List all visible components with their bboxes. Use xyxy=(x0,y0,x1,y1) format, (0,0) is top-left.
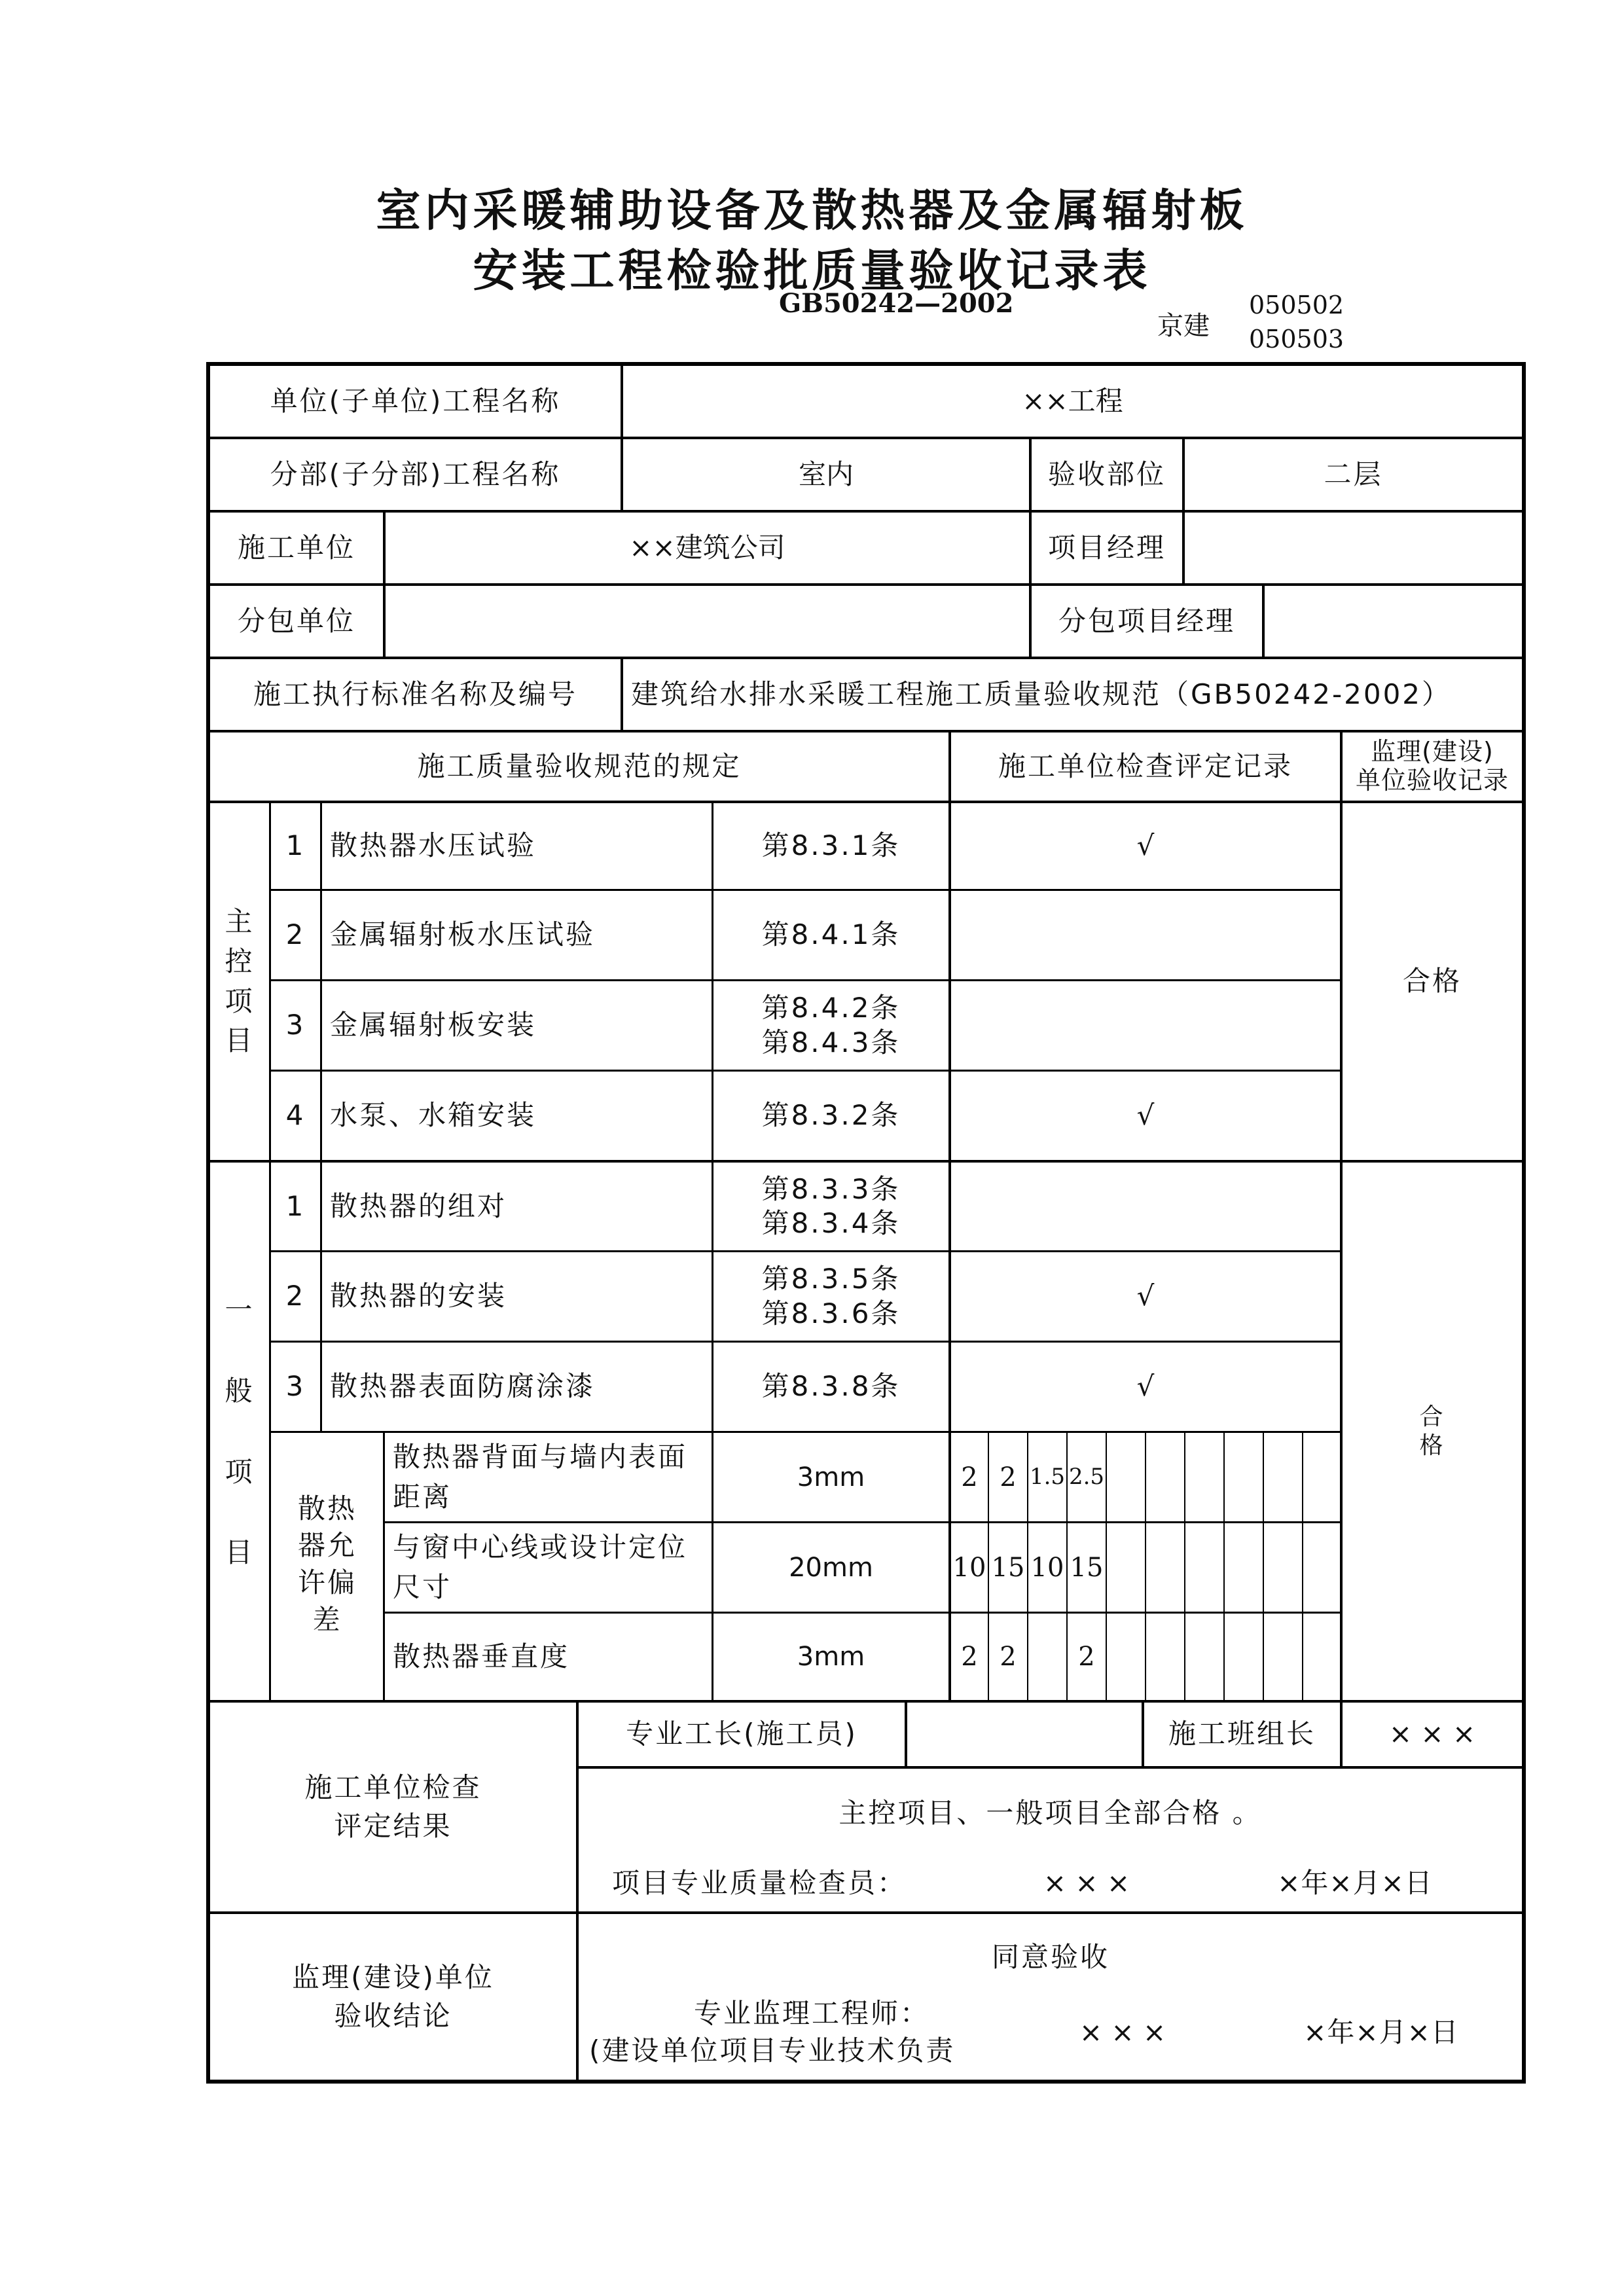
exec-standard-value: 建筑给水排水采暖工程施工质量验收规范（GB50242-2002） xyxy=(631,678,1452,710)
general-char: 项 xyxy=(225,1455,255,1488)
general-char: 般 xyxy=(225,1374,255,1407)
supervisor-header-line2: 单位验收记录 xyxy=(1355,766,1509,795)
deviation-value xyxy=(1146,1523,1184,1612)
item-number: 2 xyxy=(285,918,306,951)
general-char: 目 xyxy=(225,1536,255,1569)
main-control-char: 控 xyxy=(225,945,255,977)
deviation-name: 与窗中心线或设计定位尺寸 xyxy=(393,1530,688,1603)
constructor-check-label xyxy=(210,1703,576,1911)
project-manager-label: 项目经理 xyxy=(1047,531,1166,564)
supervisor-engineer-label xyxy=(589,1990,1034,2075)
deviation-value xyxy=(1264,1614,1302,1700)
deviation-value xyxy=(1303,1523,1340,1612)
deviation-value xyxy=(1303,1614,1340,1700)
deviation-limit: 3mm xyxy=(797,1642,865,1672)
item-number: 1 xyxy=(285,829,306,862)
deviation-value xyxy=(1225,1523,1263,1612)
general-result-line2: 格 xyxy=(1419,1432,1445,1459)
supervisor-date: ×年×月×日 xyxy=(1303,2015,1459,2048)
item-record: √ xyxy=(1136,1370,1155,1403)
supervisor-conclusion: 同意验收 xyxy=(991,1940,1110,1973)
item-number: 2 xyxy=(285,1280,306,1312)
spec-column-header: 施工质量验收规范的规定 xyxy=(417,750,742,782)
deviation-value xyxy=(1146,1433,1184,1521)
deviation-value: 10 xyxy=(952,1552,986,1583)
supervisor-engineer-value: × × × xyxy=(1079,2015,1166,2048)
sub-project-value: 室内 xyxy=(798,458,854,490)
deviation-value xyxy=(1185,1614,1223,1700)
supervisor-column-header xyxy=(1343,732,1522,801)
row-divider xyxy=(576,1766,1526,1769)
clause-line: 第8.3.3条 xyxy=(761,1172,901,1205)
clause-line: 第8.3.8条 xyxy=(761,1370,901,1403)
deviation-value xyxy=(1028,1614,1066,1700)
form-code-2: 050503 xyxy=(1249,325,1344,353)
clause-line: 第8.4.1条 xyxy=(761,918,901,951)
record-column-header: 施工单位检查评定记录 xyxy=(998,750,1293,782)
main-control-char: 目 xyxy=(225,1024,255,1057)
foreman-value xyxy=(907,1703,1142,1766)
supervisor-check-label xyxy=(210,1914,576,2080)
deviation-value xyxy=(1185,1433,1223,1521)
exec-standard-label: 施工执行标准名称及编号 xyxy=(253,678,577,710)
deviation-value: 10 xyxy=(1030,1552,1064,1583)
accept-part-value: 二层 xyxy=(1324,458,1383,490)
sub-pm-value xyxy=(1265,586,1522,657)
subcontractor-label: 分包单位 xyxy=(237,604,355,637)
accept-part-label: 验收部位 xyxy=(1047,458,1166,490)
project-manager-value xyxy=(1185,513,1522,583)
item-clause xyxy=(713,1163,948,1250)
deviation-value: 2 xyxy=(1000,1462,1017,1492)
deviation-limit: 3mm xyxy=(797,1462,865,1492)
item-name: 散热器水压试验 xyxy=(330,829,537,862)
sub-project-label: 分部(子分部)工程名称 xyxy=(270,458,561,490)
form-code-1: 050502 xyxy=(1249,291,1344,319)
item-record: √ xyxy=(1136,829,1155,862)
deviation-value xyxy=(1146,1614,1184,1700)
deviation-value: 1.5 xyxy=(1029,1464,1066,1491)
main-control-char: 项 xyxy=(225,985,255,1017)
constructor-conclusion: 主控项目、一般项目全部合格 。 xyxy=(839,1796,1262,1829)
deviation-group-label: 散热器允许偏差 xyxy=(297,1492,357,1636)
deviation-value: 15 xyxy=(991,1552,1025,1583)
team-leader-label: 施工班组长 xyxy=(1168,1718,1316,1750)
deviation-value: 2.5 xyxy=(1068,1464,1105,1491)
item-clause xyxy=(713,803,948,889)
main-control-label xyxy=(210,803,269,1160)
unit-project-value: ××工程 xyxy=(1022,384,1123,417)
deviation-value xyxy=(1107,1614,1145,1700)
deviation-value: 15 xyxy=(1070,1552,1104,1583)
item-clause xyxy=(713,1252,948,1341)
sub-pm-label: 分包项目经理 xyxy=(1058,604,1235,637)
general-label xyxy=(210,1163,269,1700)
clause-line: 第8.3.5条 xyxy=(761,1263,901,1295)
item-name: 水泵、水箱安装 xyxy=(330,1099,537,1132)
deviation-name: 散热器垂直度 xyxy=(393,1640,570,1672)
constructor-label: 施工单位 xyxy=(237,531,355,564)
clause-line: 第8.3.2条 xyxy=(761,1099,901,1132)
deviation-value xyxy=(1185,1523,1223,1612)
main-control-result: 合格 xyxy=(1402,965,1462,998)
supervisor-check-label-line1: 监理(建设)单位 xyxy=(292,1961,494,1993)
deviation-value xyxy=(1303,1433,1340,1521)
item-number: 1 xyxy=(285,1189,306,1222)
item-number: 4 xyxy=(285,1099,306,1132)
item-clause xyxy=(713,981,948,1070)
item-clause xyxy=(713,1072,948,1160)
foreman-label: 专业工长(施工员) xyxy=(626,1718,857,1750)
deviation-value: 2 xyxy=(1000,1642,1017,1672)
subcontractor-value xyxy=(386,586,1029,657)
clause-line: 第8.3.1条 xyxy=(761,829,901,862)
item-number: 3 xyxy=(285,1009,306,1041)
constructor-check-label-line1: 施工单位检查 xyxy=(304,1771,482,1803)
item-name: 金属辐射板水压试验 xyxy=(330,918,596,951)
clause-line: 第8.4.3条 xyxy=(761,1026,901,1058)
form-title-line2: 安装工程检验批质量验收记录表 xyxy=(473,245,1151,297)
inspector-value: × × × xyxy=(1043,1866,1130,1899)
constructor-value: ××建筑公司 xyxy=(629,531,785,564)
deviation-limit: 20mm xyxy=(789,1552,873,1583)
clause-line: 第8.3.6条 xyxy=(761,1297,901,1329)
team-leader-value: × × × xyxy=(1388,1718,1476,1750)
general-char: 一 xyxy=(225,1293,255,1326)
main-control-char: 主 xyxy=(225,905,255,937)
item-name: 金属辐射板安装 xyxy=(330,1009,537,1041)
constructor-date: ×年×月×日 xyxy=(1277,1866,1433,1899)
item-record: √ xyxy=(1136,1280,1155,1312)
clause-line: 第8.4.2条 xyxy=(761,992,901,1024)
engineer-label-line2: (建设单位项目专业技术负责 xyxy=(589,2034,956,2067)
deviation-value xyxy=(1225,1433,1263,1521)
constructor-check-label-line2: 评定结果 xyxy=(334,1809,452,1842)
code-prefix: 京建 xyxy=(1157,311,1210,341)
item-record xyxy=(951,1163,1340,1250)
deviation-value xyxy=(1107,1433,1145,1521)
deviation-value: 2 xyxy=(1078,1642,1095,1672)
item-clause xyxy=(713,891,948,979)
supervisor-header-line1: 监理(建设) xyxy=(1371,737,1494,767)
deviation-value xyxy=(1264,1433,1302,1521)
deviation-value xyxy=(1264,1523,1302,1612)
standard-code: GB50242—2002 xyxy=(779,288,1014,319)
item-record: √ xyxy=(1136,1099,1155,1132)
supervisor-check-label-line2: 验收结论 xyxy=(334,1999,452,2032)
clause-line: 第8.3.4条 xyxy=(761,1207,901,1239)
item-record xyxy=(951,891,1340,979)
item-name: 散热器的组对 xyxy=(330,1189,507,1222)
engineer-label-line1: 专业监理工程师： xyxy=(693,1997,929,2030)
general-result-line1: 合 xyxy=(1419,1403,1445,1431)
item-name: 散热器的安装 xyxy=(330,1280,507,1312)
general-result xyxy=(1343,1163,1522,1700)
deviation-value: 2 xyxy=(961,1462,978,1492)
deviation-value xyxy=(1107,1523,1145,1612)
item-record xyxy=(951,981,1340,1070)
item-number: 3 xyxy=(285,1370,306,1403)
form-title-line1: 室内采暖辅助设备及散热器及金属辐射板 xyxy=(376,185,1248,237)
unit-project-label: 单位(子单位)工程名称 xyxy=(270,384,561,417)
inspector-label: 项目专业质量检查员： xyxy=(611,1866,907,1899)
deviation-value: 2 xyxy=(961,1642,978,1672)
deviation-value xyxy=(1225,1614,1263,1700)
deviation-name: 散热器背面与墙内表面距离 xyxy=(393,1440,688,1513)
item-clause xyxy=(713,1343,948,1431)
item-name: 散热器表面防腐涂漆 xyxy=(330,1370,596,1403)
